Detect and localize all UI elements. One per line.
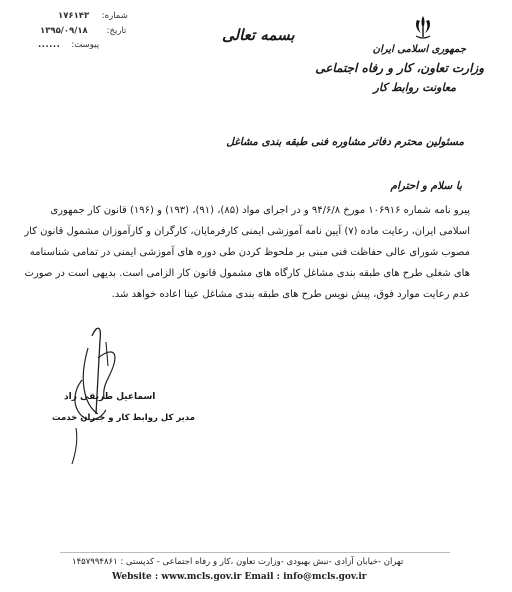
body-line: اسلامی ایران، رعایت ماده (۷) آیین نامه آموزشی ایمنی کارفرمایان، کارگران و کارآموزان مشمول قانون کار (24, 226, 470, 237)
org-header-line2: وزارت تعاون، کار و رفاه اجتماعی (315, 61, 484, 75)
body-line: عدم رعایت موارد فوق، پیش نویس طرح های طبقه بندی مشاغل عینا اعاده خواهد شد. (111, 289, 470, 300)
body-line: های شغلی طرح های طبقه بندی مشاغل کارگاه های مشمول قانون کار الزامی است. بدیهی است در صورت (24, 268, 470, 279)
signatory-name: اسماعیل طریقی زاد (64, 392, 156, 402)
footer-address: تهران -خیابان آزادی -نبش بهبودی -وزارت تعاون ،کار و رفاه اجتماعی - کدپستی : ۱۴۵۷۹۹۴۸۶۱ (72, 557, 404, 567)
org-header-line3: معاونت روابط کار (373, 81, 456, 94)
attachment-value: ...... (38, 40, 61, 50)
basmala: بسمه تعالی (222, 26, 295, 44)
footer-divider (60, 552, 450, 553)
signatory-title: مدیر کل روابط کار و جبران خدمت (52, 413, 195, 423)
footer-contact: Website : www.mcls.gov.ir Email : info@mcls.gov.ir (112, 572, 367, 582)
date-label: تاریخ: (106, 26, 127, 36)
iran-emblem-icon (412, 14, 434, 40)
number-label: شماره: (101, 11, 128, 21)
attachment-label: پیوست: (71, 40, 100, 50)
letter-date (40, 26, 126, 36)
letter-number (58, 11, 128, 21)
org-header-line1: جمهوری اسلامی ایران (372, 44, 466, 55)
letter-body (24, 200, 470, 305)
number-value: ۱۷۶۱۴۳ (58, 11, 90, 21)
body-line: مصوب شورای عالی حفاظت فنی مبنی بر ملحوظ کردن طی دوره های آموزشی ایمنی در تمامی شناسنامه (29, 247, 470, 258)
greeting-line: با سلام و احترام (390, 180, 462, 192)
letter-attachment (38, 40, 99, 50)
body-line: پیرو نامه شماره ۱۰۶۹۱۶ مورخ ۹۴/۶/۸ و در اجرای مواد (۸۵)، (۹۱)، (۱۹۳) و (۱۹۶) قانون کار جمهوری (50, 205, 470, 216)
recipient-line: مسئولین محترم دفاتر مشاوره فنی طبقه بندی مشاغل (226, 136, 464, 148)
date-value: ۱۳۹۵/۰۹/۱۸ (40, 26, 88, 36)
